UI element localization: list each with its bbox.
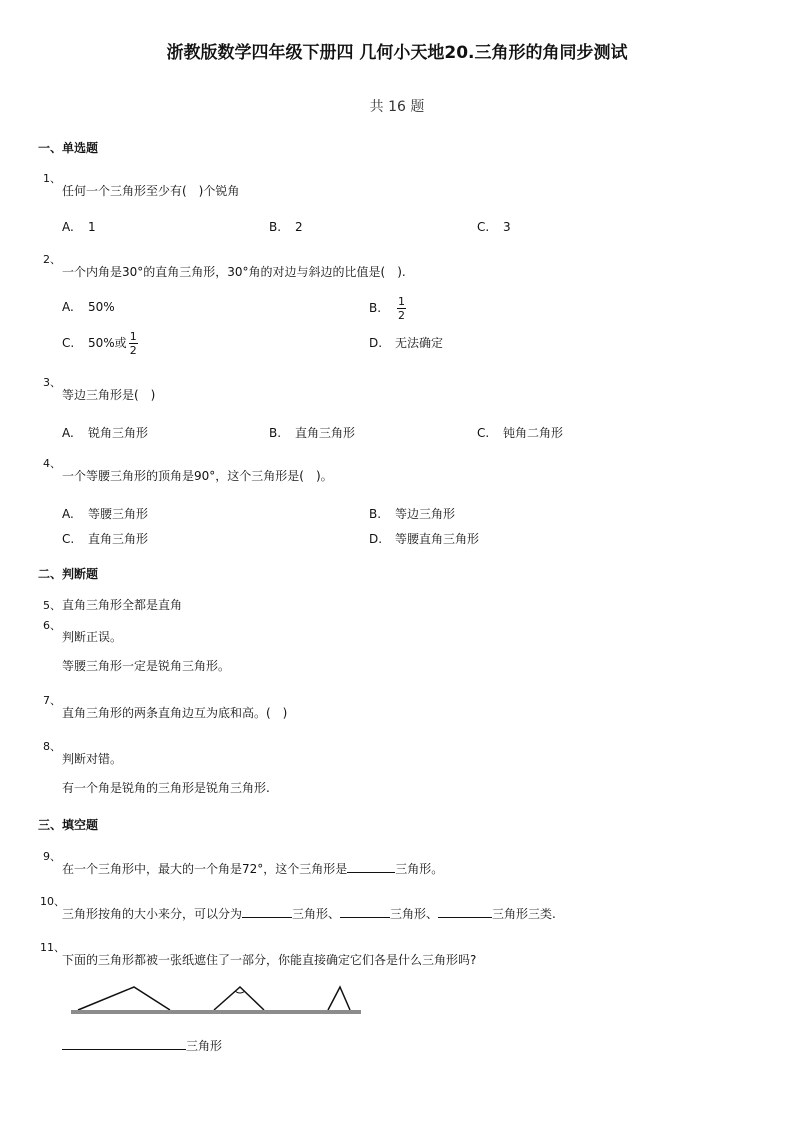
- q11-number: 11、: [40, 941, 65, 954]
- q8-line2: 有一个角是锐角的三角形是锐角三角形.: [62, 781, 270, 795]
- q4-option-a[interactable]: A. 等腰三角形: [62, 507, 149, 521]
- q10-number: 10、: [40, 895, 65, 908]
- q1-text: 任何一个三角形至少有( )个锐角: [62, 184, 240, 198]
- q6-line2: 等腰三角形一定是锐角三角形。: [62, 659, 231, 673]
- q7-number: 7、: [43, 694, 61, 707]
- q2-c-fraction: $\frac{1}{2}$: [129, 330, 137, 357]
- q2-option-b[interactable]: B. $\frac{1}{2}$: [369, 295, 405, 322]
- triangle-acute-partial: [328, 987, 350, 1010]
- q10-answer-blank-3[interactable]: [438, 916, 492, 918]
- q2-number: 2、: [43, 253, 61, 266]
- q9-text: 在一个三角形中，最大的一个角是72°，这个三角形是 三角形。: [62, 862, 444, 876]
- q2-b-fraction: $\frac{1}{2}$: [398, 295, 405, 322]
- q2-option-d[interactable]: D. 无法确定: [369, 336, 444, 350]
- q3-option-b[interactable]: B. 直角三角形: [269, 426, 356, 440]
- section-fill-blank: 三、填空题: [38, 818, 99, 832]
- section-true-false: 二、判断题: [38, 567, 99, 581]
- section-single-choice: 一、单选题: [38, 141, 99, 155]
- q3-number: 3、: [43, 376, 61, 389]
- covered-triangles-figure: [68, 982, 364, 1018]
- q8-line1: 判断对错。: [62, 752, 123, 766]
- q2-option-c[interactable]: C. 50%或 $\frac{1}{2}$: [62, 330, 137, 357]
- q1-option-b[interactable]: B. 2: [269, 220, 303, 234]
- q11-text: 下面的三角形都被一张纸遮住了一部分，你能直接确定它们各是什么三角形吗?: [62, 953, 477, 967]
- q9-number: 9、: [43, 850, 61, 863]
- q9-answer-blank[interactable]: [347, 871, 395, 873]
- q3-text: 等边三角形是( ): [62, 388, 156, 402]
- page-title: 浙教版数学四年级下册四 几何小天地20.三角形的角同步测试: [166, 43, 628, 63]
- q6-line1: 判断正误。: [62, 630, 123, 644]
- q10-answer-blank-2[interactable]: [340, 916, 390, 918]
- question-count: 共 16 题: [369, 99, 425, 115]
- q2-text: 一个内角是30°的直角三角形，30°角的对边与斜边的比值是( ).: [62, 265, 406, 279]
- q1-number: 1、: [43, 172, 61, 185]
- q1-option-c[interactable]: C. 3: [477, 220, 511, 234]
- q4-number: 4、: [43, 457, 61, 470]
- q11-answer-line: 三角形: [62, 1037, 222, 1054]
- q4-text: 一个等腰三角形的顶角是90°，这个三角形是( )。: [62, 469, 333, 483]
- q4-option-b[interactable]: B. 等边三角形: [369, 507, 456, 521]
- cover-paper-strip: [71, 1010, 361, 1014]
- q4-option-d[interactable]: D. 等腰直角三角形: [369, 532, 480, 546]
- q10-text: 三角形按角的大小来分，可以分为 三角形、 三角形、 三角形三类.: [62, 907, 556, 921]
- q4-option-c[interactable]: C. 直角三角形: [62, 532, 149, 546]
- q3-option-c[interactable]: C. 钝角二角形: [477, 426, 564, 440]
- triangle-right-partial: [214, 987, 264, 1010]
- q11-answer-blank[interactable]: [62, 1048, 186, 1050]
- q8-number: 8、: [43, 740, 61, 753]
- q1-option-a[interactable]: A. 1: [62, 220, 96, 234]
- triangle-obtuse-partial: [78, 987, 170, 1010]
- q3-option-a[interactable]: A. 锐角三角形: [62, 426, 149, 440]
- q6-number: 6、: [43, 619, 61, 632]
- q2-option-a[interactable]: A. 50%: [62, 300, 115, 314]
- q5-text: 直角三角形全都是直角: [62, 598, 183, 612]
- q10-answer-blank-1[interactable]: [242, 916, 292, 918]
- q7-text: 直角三角形的两条直角边互为底和高。( ): [62, 706, 288, 720]
- q5-number: 5、: [43, 599, 61, 612]
